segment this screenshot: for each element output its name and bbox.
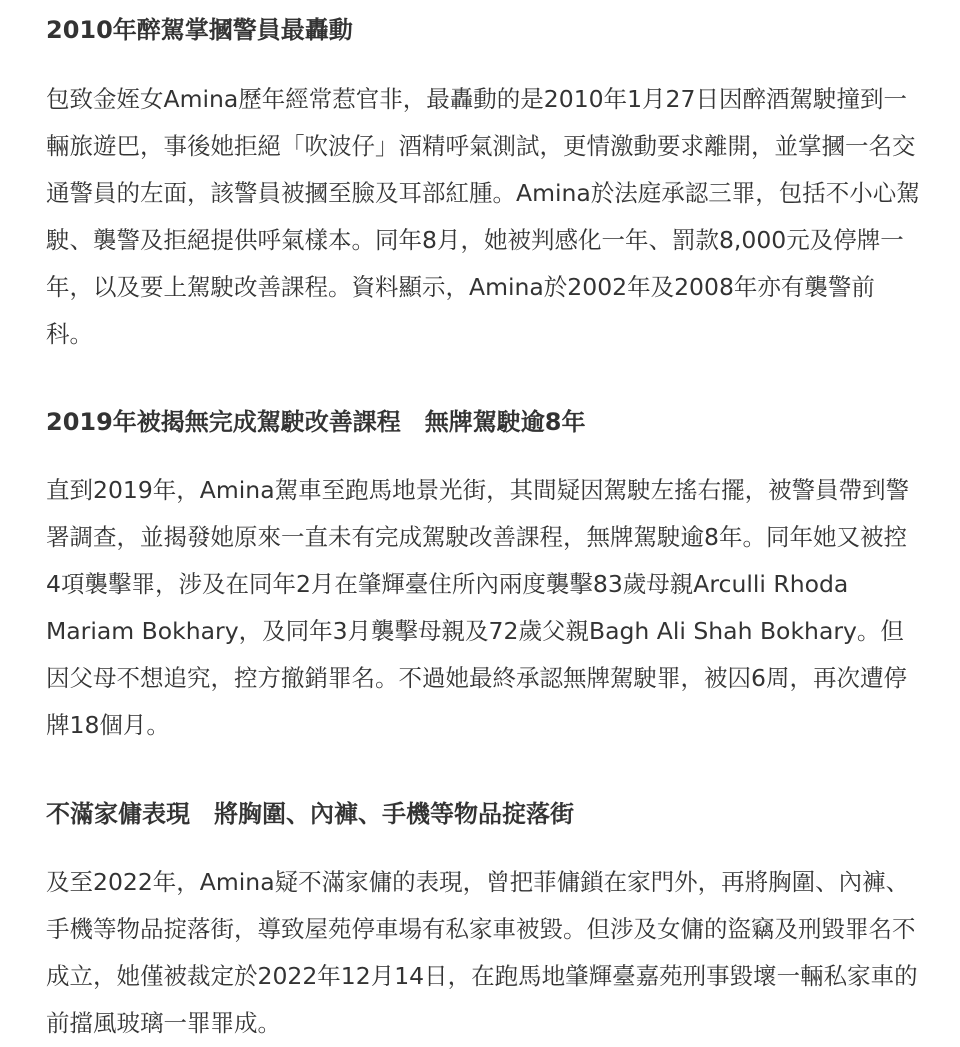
section-heading: 不滿家傭表現 將胸圍、內褲、手機等物品掟落街 [46, 800, 574, 828]
article-body [46, 0, 920, 1047]
section-paragraph: 及至2022年，Amina疑不滿家傭的表現，曾把菲傭鎖在家門外，再將胸圍、內褲、手機等物品掟落街，導致屋苑停車場有私家車被毀。但涉及女傭的盜竊及刑毀罪名不成立，她僅被裁定於2022年12月14日，在跑馬地肇輝臺嘉苑刑事毀壞一輛私家車的前擋風玻璃一罪罪成。 [46, 868, 918, 1037]
section-heading: 2019年被揭無完成駕駛改善課程 無牌駕駛逾8年 [46, 408, 586, 436]
section-2022-helper-dispute [46, 749, 920, 1047]
section-paragraph: 包致金姪女Amina歷年經常惹官非，最轟動的是2010年1月27日因醉酒駕駛撞到一輛旅遊巴，事後她拒絕「吹波仔」酒精呼氣測試，更情激動要求離開，並掌摑一名交通警員的左面，該警員被摑至臉及耳部紅腫。Amina於法庭承認三罪，包括不小心駕駛、襲警及拒絕提供呼氣樣本。同年8月，她被判感化一年、罰款8,000元及停牌一年，以及要上駕駛改善課程。資料顯示，Amina於2002年及2008年亦有襲警前科。 [46, 85, 920, 348]
section-2019-unlicensed-driving [46, 358, 920, 749]
section-paragraph: 直到2019年，Amina駕車至跑馬地景光街，其間疑因駕駛左搖右擺，被警員帶到警署調查，並揭發她原來一直未有完成駕駛改善課程，無牌駕駛逾8年。同年她又被控4項襲擊罪，涉及在同年2月在肇輝臺住所內兩度襲擊83歲母親Arculli Rhoda Mariam Bokhary，及同年3月襲擊母親及72歲父親Bagh Ali Shah Bokhary。但因父母不想追究，控方撤銷罪名。不過她最終承認無牌駕駛罪，被囚6周，再次遭停牌18個月。 [46, 476, 910, 739]
section-2010-drunk-driving [46, 0, 920, 358]
section-heading: 2010年醉駕掌摑警員最轟動 [46, 16, 353, 44]
